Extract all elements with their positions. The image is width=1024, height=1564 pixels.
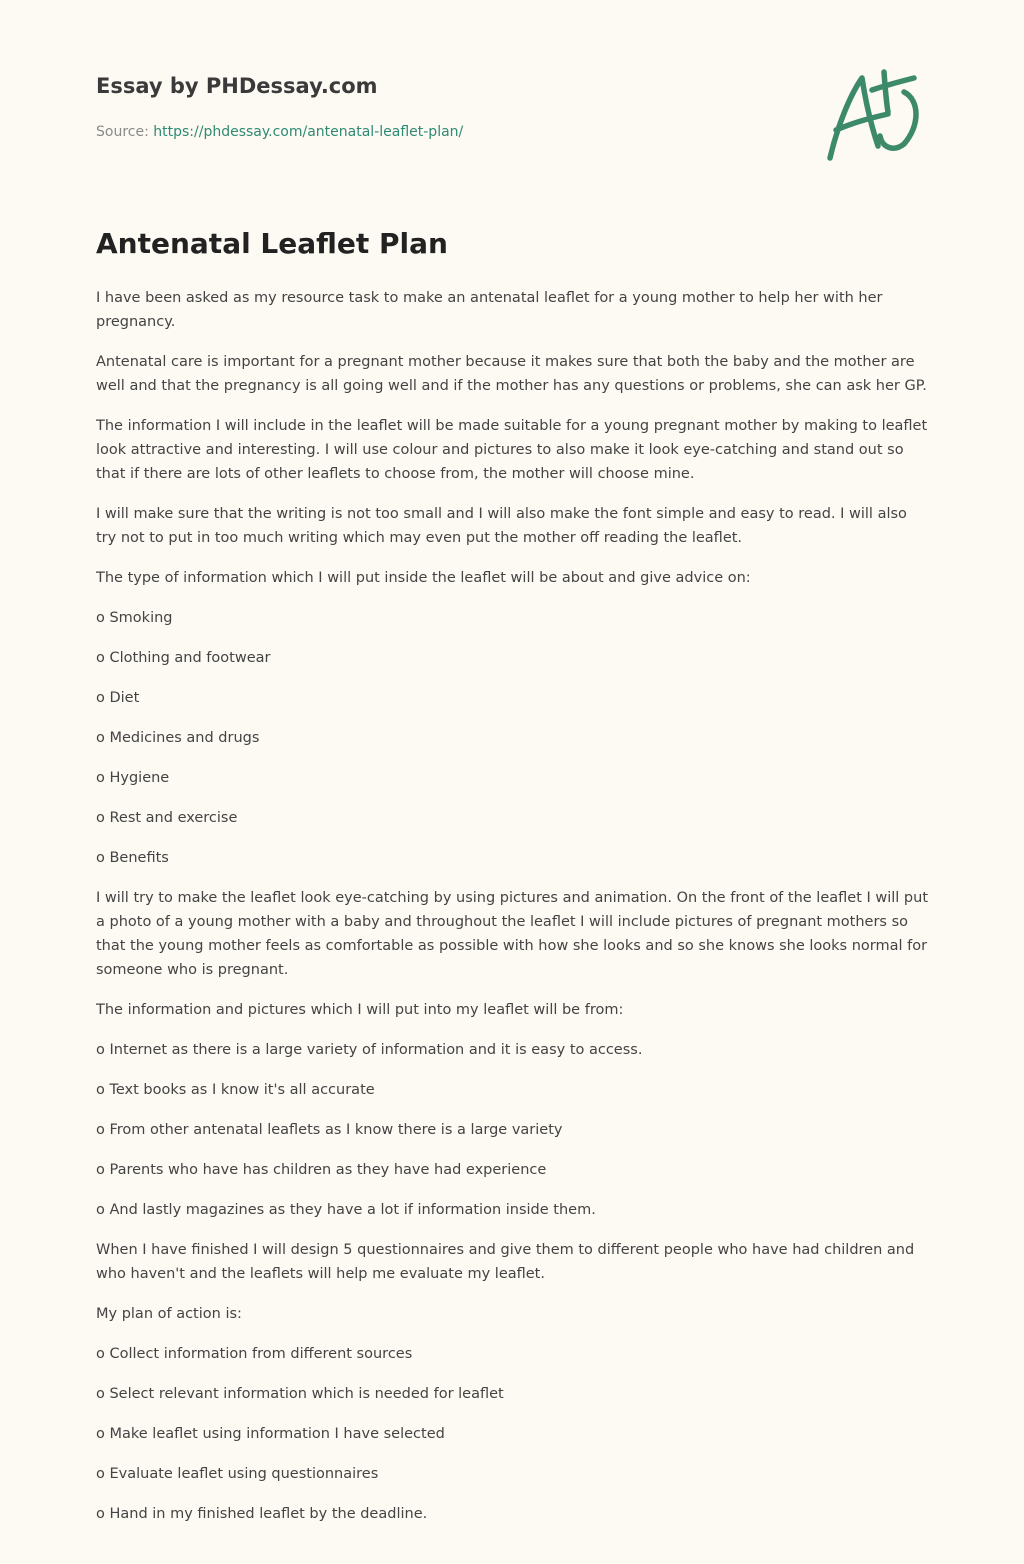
- article-paragraph: The type of information which I will put inside the leaflet will be about and give advice on:: [96, 570, 751, 586]
- article-paragraph: Antenatal care is important for a pregnant mother because it makes sure that both the baby and the mother are well and that the pregnancy is all going well and if the mother has any questions or problems, she can ask her GP.: [96, 354, 927, 394]
- source-line: [96, 124, 463, 140]
- source-link[interactable]: https://phdessay.com/antenatal-leaflet-plan/: [153, 124, 464, 140]
- article-paragraph: o Collect information from different sources: [96, 1346, 413, 1362]
- article-paragraph: o Hygiene: [96, 770, 170, 786]
- article-paragraph: When I have finished I will design 5 questionnaires and give them to different people who have had children and who haven't and the leaflets will help me evaluate my leaflet.: [96, 1242, 915, 1282]
- article-paragraph: The information I will include in the leaflet will be made suitable for a young pregnant mother by making to leaflet look attractive and interesting. I will use colour and pictures to also make it look eye-catching and stand out so that if there are lots of other leaflets to choose from, the mother will choose mine.: [96, 418, 928, 482]
- article-paragraph: o Parents who have has children as they have had experience: [96, 1162, 547, 1178]
- site-title: Essay by PHDessay.com: [96, 74, 378, 98]
- article-paragraph: o Text books as I know it's all accurate: [96, 1082, 375, 1098]
- article-paragraph: o From other antenatal leaflets as I know there is a large variety: [96, 1122, 563, 1138]
- article-paragraph: The information and pictures which I will put into my leaflet will be from:: [96, 1002, 624, 1018]
- page-title: Antenatal Leaflet Plan: [96, 227, 448, 260]
- article-paragraph: o Diet: [96, 690, 140, 706]
- article-paragraph: o Make leaflet using information I have selected: [96, 1426, 445, 1442]
- article-paragraph: My plan of action is:: [96, 1306, 242, 1322]
- source-label: Source:: [96, 124, 154, 140]
- article-paragraph: o Clothing and footwear: [96, 650, 271, 666]
- article-paragraph: I will try to make the leaflet look eye-catching by using pictures and animation. On the front of the leaflet I will put a photo of a young mother with a baby and throughout the leaflet I will include pictures of pregnant mothers so that the young mother feels as comfortable as possible with how she looks and so she knows she looks normal for someone who is pregnant.: [96, 890, 929, 978]
- article-paragraph: o And lastly magazines as they have a lot if information inside them.: [96, 1202, 596, 1218]
- article-paragraph: o Select relevant information which is needed for leaflet: [96, 1386, 504, 1402]
- article-paragraph: o Rest and exercise: [96, 810, 238, 826]
- article-paragraph: I will make sure that the writing is not too small and I will also make the font simple and easy to read. I will also try not to put in too much writing which may even put the mother off reading the leaflet.: [96, 506, 907, 546]
- article: [96, 226, 928, 1542]
- article-paragraph: o Smoking: [96, 610, 173, 626]
- article-paragraph: o Internet as there is a large variety of information and it is easy to access.: [96, 1042, 643, 1058]
- article-body: [96, 286, 928, 1526]
- article-paragraph: o Evaluate leaflet using questionnaires: [96, 1466, 379, 1482]
- article-paragraph: I have been asked as my resource task to make an antenatal leaflet for a young mother to help her with her pregnancy.: [96, 290, 883, 330]
- article-paragraph: o Hand in my finished leaflet by the deadline.: [96, 1506, 428, 1522]
- article-paragraph: o Benefits: [96, 850, 169, 866]
- article-paragraph: o Medicines and drugs: [96, 730, 260, 746]
- a-plus-logo-icon: [822, 68, 926, 164]
